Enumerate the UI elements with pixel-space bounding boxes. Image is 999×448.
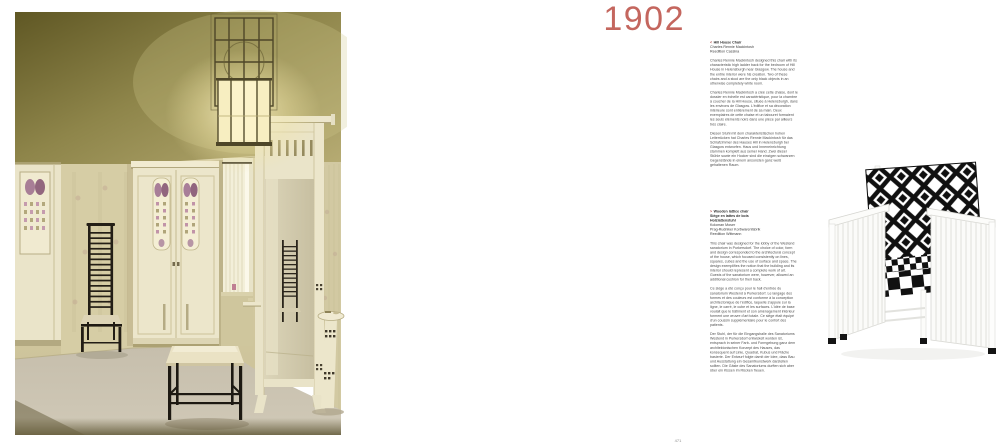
chair-foot bbox=[840, 334, 847, 340]
entry-text-en: Charles Rennie Mackintosh designed this chair with its characteristic high ladder back for the bedroom of Hill House in Helensburgh near Glasgow. The house and the entire interior were his creation. Two of these chairs and a stool are the only black objects in an otherwise completely white room. bbox=[710, 58, 797, 86]
entry-title-fr: Siège en lattes de bois bbox=[710, 213, 749, 219]
entry-text-de: Der Stuhl, der für die Eingangshalle des Sanatoriums Westend in Purkersdorf entwickelt worden ist, entsprach in seiner Farb- und Formgebung ganz dem architektonischen Konzept des Hauses, das konsequent auf Linie, Quadrat, Kubus und Fläche basierte. Der Entwurf folgte damit der Idee, dass Bau und Ausstattung ein Gesamtkunstwerk darstellen sollten. Die Gäste des Sanatoriums durften sich aber über ein Kissen im Rücken freuen. bbox=[710, 331, 796, 373]
wardrobe-centre bbox=[131, 161, 221, 347]
entry-title-de: Holzlattenstuhl bbox=[710, 218, 736, 223]
entry-designer: Koloman Moser bbox=[710, 222, 736, 228]
right-arm-lattice bbox=[927, 208, 996, 354]
entry-edition: Reedition Cassina bbox=[710, 49, 740, 54]
wardrobe-left bbox=[15, 162, 61, 346]
left-arrow-icon: < bbox=[710, 40, 713, 45]
right-page bbox=[347, 0, 798, 448]
entry-manufacturer: Prag-Rudniker Korbwarenfabrik bbox=[710, 227, 761, 232]
right-arrow-icon: > bbox=[710, 209, 713, 214]
entry-edition: Reedition Wittmann bbox=[710, 231, 742, 237]
year-heading: 1902 bbox=[603, 0, 685, 38]
entry-text-de: Diesen Stuhl mit dem charakteristischen hohen Leiterrücken hat Charles Rennie Mackintosh für das Schlafzimmer des Hauses Hill in Helensburgh bei Glasgow entworfen. Haus und Inneneinrichtung stammen komplett aus seiner Hand. Zwei dieser Stühle sowie ein Hocker sind die einzigen schwarzen Gegenstände in einem ansonsten ganz weiß gehaltenen Raum. bbox=[710, 130, 795, 168]
entry-wooden-lattice-chair bbox=[710, 209, 798, 373]
entry-text-en: This chair was designed for the lobby of the Westend sanatorium in Purkersdorf. The choice of color, form and design corresponded to the architectural concept of the house, which focused consistently on lines, squares, cubes and the use of surface and space. The design exemplifies the notion that the building and its interior should represent a complete work of art. Guests of the sanatorium were, however, allowed an additional cushion for their back. bbox=[710, 240, 797, 282]
left-page bbox=[0, 0, 347, 448]
interior-illustration bbox=[15, 12, 341, 435]
left-arm-lattice bbox=[828, 204, 889, 344]
entry-designer: Charles Rennie Mackintosh bbox=[710, 44, 754, 50]
page-number: 471 bbox=[674, 438, 681, 443]
floor-shadow bbox=[841, 348, 985, 360]
lattice-armchair-illustration bbox=[827, 164, 999, 366]
entry-text-fr: Charles Rennie Mackintosh a créé cette chaise, dont le dossier en échelle est caractéristique, pour la chambre à coucher de la Hill House, située à Helensburgh, dans les environs de Glasgow. L'édifice et sa décoration intérieure sont entièrement de sa main. Deux exemplaires de cette chaise et un tabouret formaient les seuls éléments noirs dans une pièce par ailleurs très claire. bbox=[710, 89, 798, 127]
entry-title: Hill House Chair bbox=[713, 40, 742, 45]
lattice-armchair-photo bbox=[827, 164, 999, 366]
entry-title: Wooden lattice chair bbox=[713, 209, 749, 214]
chair-foot bbox=[920, 338, 927, 344]
entry-hill-house-chair bbox=[710, 40, 798, 167]
entry-text-fr: Ce siège a été conçu pour le hall d'entrée du sanatorium Westend à Purkersdorf. Le langage des formes et des couleurs est conforme à la conception architectonique de l'édifice, laquelle s'appuie sur la ligne, le carré, le cube et les surfaces. L'idée de base voulait que le bâtiment et son aménagement intérieur forment une œuvre d'art totale. Ce siège était équipé d'un coussin supplémentaire pour le confort des patients. bbox=[710, 286, 795, 328]
window-curtain bbox=[219, 158, 253, 346]
hill-house-bedroom-photo bbox=[15, 12, 341, 435]
